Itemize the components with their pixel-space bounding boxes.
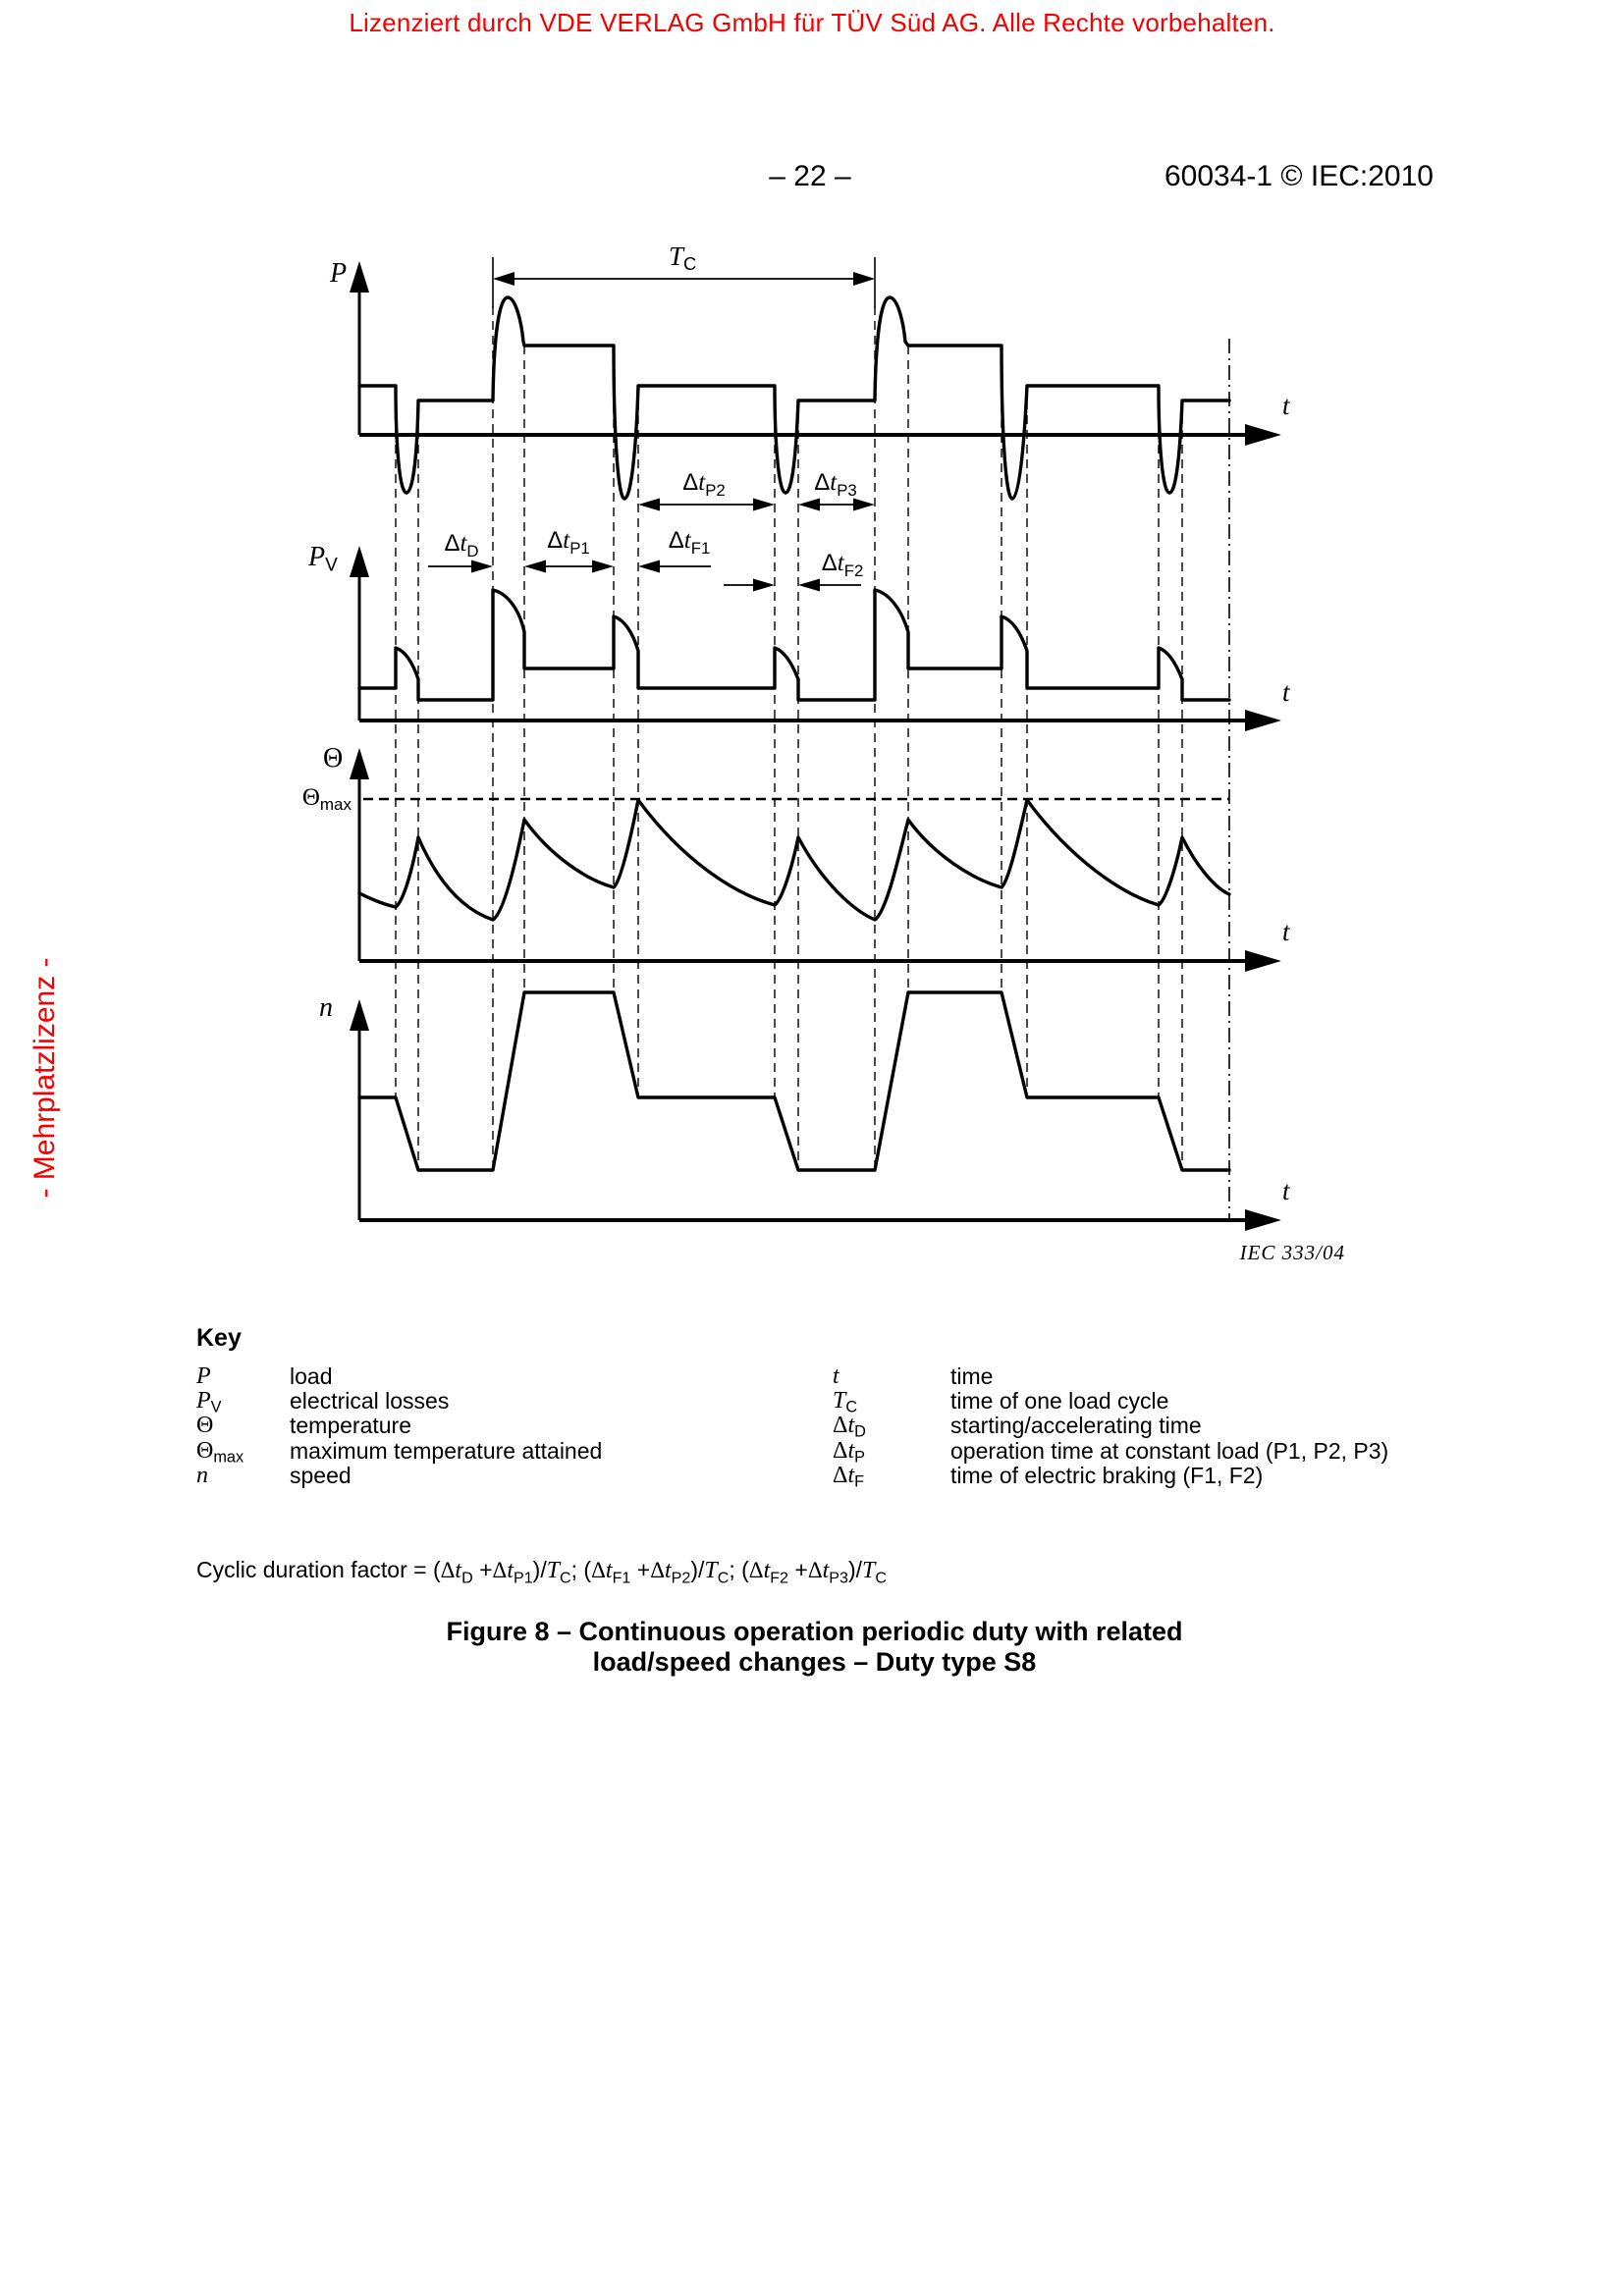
key-description: maximum temperature attained [290,1438,603,1464]
key-row [833,1363,1520,1389]
dtf1-dimension [638,561,711,573]
pv-axis-arrow-icon [350,546,369,577]
load-curve-P [359,297,1229,499]
n-panel-axes [350,999,1281,1231]
key-symbol: ΔtP [833,1438,865,1467]
tc-arrow-right-icon [853,272,875,286]
temperature-curve-theta [359,800,1229,920]
pv-axis-label: $P_V$ [308,542,338,576]
pv-panel-axes [350,546,1281,731]
n-axis-arrow-icon [350,999,369,1031]
dtd-label: $\Delta t_D$ [444,530,479,561]
p-panel-axes [350,261,1281,446]
cyclic-duration-factor-formula: Cyclic duration factor = $(\Delta t_D +\Delta t_{P1})/T_C$; $(\Delta t_{F1} +\Delta t_{P2})/T_C$; $(\Delta t_{F2} +\Delta t_{P3})/T_C$ [196,1557,887,1587]
theta-time-axis-arrow-icon [1245,950,1281,972]
key-description: electrical losses [290,1388,450,1414]
p-time-axis-arrow-icon [1245,424,1281,446]
key-row [196,1363,825,1389]
key-row [196,1413,825,1438]
t-axis-label-pv: t [1282,677,1290,707]
dtp2-label: $\Delta t_{P2}$ [682,469,726,500]
key-row [833,1438,1520,1467]
key-symbol: Θmax [196,1438,244,1467]
theta-panel-axes [350,748,1281,972]
license-header: Lizenziert durch VDE VERLAG GmbH für TÜV Süd AG. Alle Rechte vorbehalten. [349,8,1275,37]
dtp1-dimension [524,561,614,573]
theta-axis-label: Θ [323,743,344,774]
key-symbol: Θ [196,1413,214,1438]
key-symbol: ΔtD [833,1413,866,1441]
key-description: operation time at constant load (P1, P2, P3) [950,1438,1389,1464]
document-reference: 60034-1 © IEC:2010 [1164,160,1434,192]
key-row [196,1388,825,1414]
dtp3-label: $\Delta t_{P3}$ [814,469,857,500]
key-symbol: ΔtF [833,1463,865,1491]
key-row [833,1388,1520,1414]
pv-time-axis-arrow-icon [1245,710,1281,731]
iec-figure-reference: IEC 333/04 [1239,1241,1345,1264]
dtp1-label: $\Delta t_{P1}$ [547,527,590,558]
dtf1-label: $\Delta t_{F1}$ [668,527,711,558]
page-number: – 22 – [769,160,851,192]
key-description: time of electric braking (F1, F2) [950,1463,1264,1488]
t-axis-label-p: t [1282,391,1290,420]
key-symbol: TC [833,1388,858,1416]
n-axis-label: n [319,992,333,1023]
figure-caption-line2: load/speed changes – Duty type S8 [592,1647,1037,1677]
t-axis-label-n: t [1282,1176,1290,1205]
key-description: starting/accelerating time [950,1413,1202,1438]
figure-caption-line1: Figure 8 – Continuous operation periodic duty with related [446,1617,1183,1646]
key-title: Key [196,1324,242,1352]
theta-max-label: $\Theta_{max}$ [301,784,352,814]
n-time-axis-arrow-icon [1245,1209,1281,1231]
key-description: load [290,1363,333,1389]
key-description: temperature [290,1413,412,1438]
key-row [196,1438,825,1467]
dtd-arrow-icon [471,561,493,573]
theta-axis-arrow-icon [350,748,369,779]
dtf2-label: $\Delta t_{F2}$ [821,550,864,580]
tc-label: $T_C$ [669,241,697,275]
key-symbol: PV [196,1388,222,1416]
speed-curve-n [359,992,1229,1170]
tc-arrow-left-icon [493,272,514,286]
t-axis-label-theta: t [1282,917,1290,946]
key-description: time [950,1363,994,1389]
key-row [833,1463,1520,1491]
license-vertical-text: - Mehrplatzlizenz - [28,957,61,1199]
key-symbol: n [196,1463,208,1488]
p-axis-label: P [330,258,348,289]
key-description: speed [290,1463,352,1488]
key-symbol: t [833,1363,839,1389]
electrical-losses-curve-PV [359,590,1229,700]
key-row [833,1413,1520,1441]
key-description: time of one load cycle [950,1388,1169,1414]
key-row [196,1463,825,1488]
p-axis-arrow-icon [350,261,369,293]
dtd-dimension [428,561,493,573]
key-symbol: P [196,1363,211,1389]
